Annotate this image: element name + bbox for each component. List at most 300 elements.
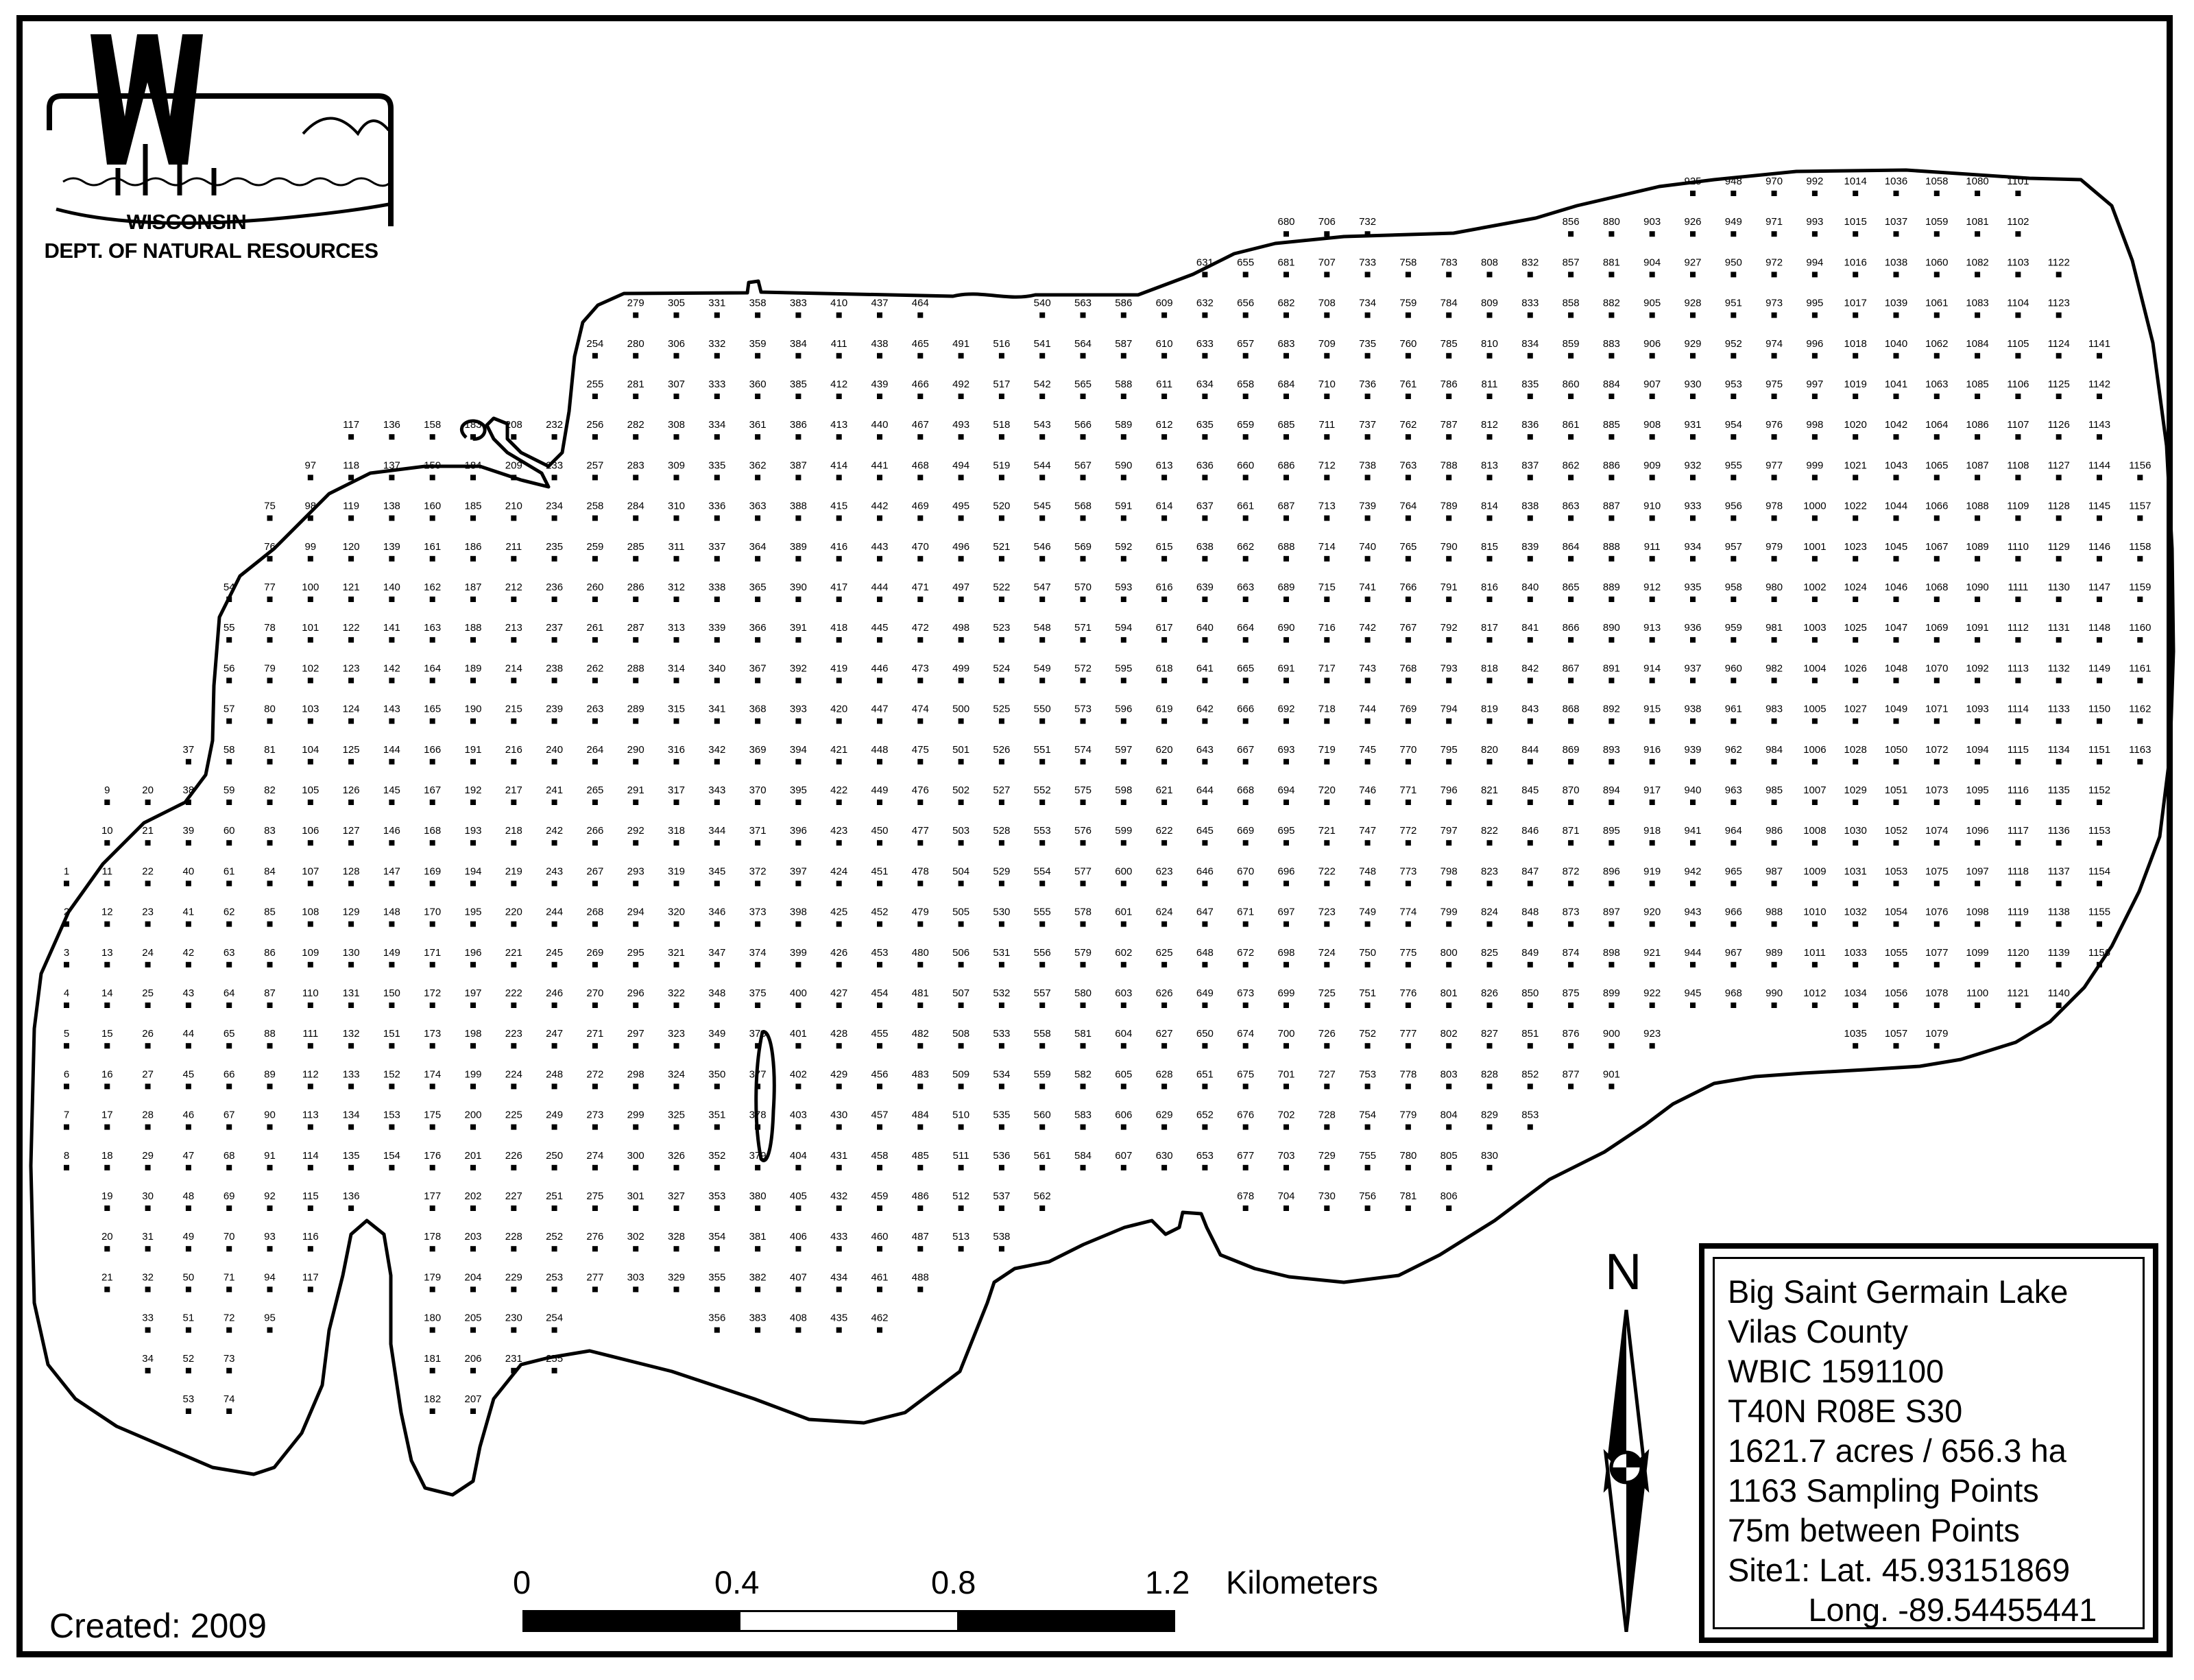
sampling-point-label: 411	[830, 337, 847, 350]
sampling-point-marker	[145, 1205, 151, 1211]
sampling-point-marker	[1853, 272, 1858, 277]
sampling-point-marker	[1487, 434, 1493, 440]
sampling-point-marker	[2097, 962, 2102, 968]
sampling-point-label: 1091	[1966, 622, 1989, 634]
sampling-point-label: 646	[1196, 865, 1214, 878]
sampling-point-marker	[1243, 434, 1249, 440]
sampling-point-label: 975	[1765, 379, 1783, 390]
sampling-point-label: 410	[830, 297, 848, 309]
sampling-point-label: 1056	[1884, 987, 1908, 999]
sampling-point-label: 605	[1115, 1068, 1133, 1081]
sampling-point-label: 676	[1237, 1109, 1255, 1121]
sampling-point-label: 987	[1765, 865, 1783, 878]
sampling-point-marker	[1406, 1165, 1411, 1171]
sampling-point-marker	[1202, 556, 1207, 562]
sampling-point-marker	[1324, 394, 1329, 399]
sampling-point-label: 1065	[1925, 459, 1949, 472]
sampling-point-label: 611	[1156, 379, 1173, 390]
sampling-point-marker	[1934, 962, 1940, 968]
sampling-point-label: 784	[1440, 297, 1458, 309]
sampling-point-label: 940	[1684, 784, 1702, 796]
sampling-point-label: 7	[63, 1109, 70, 1121]
sampling-point-label: 867	[1562, 662, 1580, 675]
sampling-point-label: 1021	[1844, 459, 1867, 472]
sampling-point-label: 1028	[1844, 743, 1867, 756]
sampling-point-label: 575	[1074, 784, 1092, 796]
sampling-point-label: 603	[1115, 987, 1133, 999]
sampling-point-label: 413	[830, 419, 848, 431]
sampling-point-marker	[1487, 719, 1493, 724]
sampling-point-marker	[755, 394, 760, 399]
sampling-point-label: 860	[1562, 379, 1580, 390]
sampling-point-marker	[1406, 1083, 1411, 1089]
sampling-point-label: 866	[1562, 622, 1580, 634]
sampling-point-label: 283	[627, 459, 644, 472]
sampling-point-label: 693	[1277, 743, 1295, 756]
sampling-point-label: 450	[871, 825, 889, 837]
sampling-point-marker	[1650, 1003, 1655, 1008]
sampling-point-label: 380	[749, 1190, 767, 1202]
sampling-point-label: 479	[911, 906, 929, 918]
sampling-point-marker	[1039, 880, 1045, 886]
sampling-point-marker	[959, 840, 964, 845]
sampling-point-marker	[2097, 556, 2102, 562]
sampling-point-marker	[1772, 394, 1777, 399]
sampling-point-label: 333	[708, 379, 726, 390]
sampling-point-label: 1115	[2007, 743, 2029, 756]
sampling-point-marker	[1487, 1165, 1493, 1171]
sampling-point-label: 551	[1033, 743, 1051, 756]
sampling-point-label: 1137	[2047, 865, 2070, 878]
sampling-point-label: 529	[993, 865, 1011, 878]
sampling-point-label: 995	[1806, 297, 1824, 309]
sampling-point-marker	[145, 1246, 151, 1251]
sampling-point-label: 755	[1359, 1149, 1377, 1162]
sampling-point-label: 910	[1643, 500, 1661, 512]
sampling-point-label: 702	[1277, 1109, 1295, 1121]
sampling-point-marker	[795, 394, 801, 399]
sampling-point-label: 372	[749, 865, 767, 878]
sampling-point-label: 326	[667, 1149, 686, 1162]
sampling-point-label: 970	[1765, 176, 1783, 187]
sampling-point-marker	[1772, 677, 1777, 683]
sampling-point-marker	[1243, 1165, 1249, 1171]
sampling-point-marker	[959, 800, 964, 805]
sampling-point-label: 636	[1196, 459, 1214, 472]
sampling-point-marker	[959, 1083, 964, 1089]
sampling-point-marker	[999, 597, 1004, 602]
sampling-point-label: 772	[1399, 825, 1417, 837]
sampling-point-label: 927	[1684, 256, 1702, 269]
sampling-point-marker	[1568, 516, 1574, 521]
sampling-point-label: 725	[1318, 987, 1336, 999]
sampling-point-label: 524	[993, 662, 1011, 675]
sampling-point-marker	[1324, 1165, 1329, 1171]
sampling-point-label: 242	[546, 825, 564, 837]
sampling-point-marker	[877, 1083, 882, 1089]
sampling-point-label: 778	[1399, 1068, 1417, 1081]
sampling-point-marker	[389, 719, 394, 724]
sampling-point-label: 1042	[1884, 419, 1908, 431]
sampling-point-marker	[1812, 272, 1818, 277]
sampling-point-label: 814	[1480, 500, 1499, 512]
sampling-point-label: 6	[63, 1068, 70, 1081]
sampling-point-marker	[1975, 597, 1980, 602]
sampling-point-marker	[755, 677, 760, 683]
sampling-point-marker	[1975, 1003, 1980, 1008]
sampling-point-label: 42	[182, 946, 195, 959]
sampling-point-marker	[1406, 597, 1411, 602]
sampling-point-label: 221	[505, 946, 522, 959]
sampling-point-marker	[2015, 1003, 2021, 1008]
sampling-point-label: 881	[1602, 256, 1620, 269]
sampling-point-marker	[348, 1003, 354, 1008]
sampling-point-label: 215	[505, 703, 522, 715]
sampling-point-label: 95	[264, 1312, 276, 1324]
sampling-point-marker	[917, 434, 923, 440]
sampling-point-label: 815	[1480, 540, 1499, 553]
sampling-point-label: 127	[342, 825, 360, 837]
sampling-point-label: 400	[789, 987, 807, 999]
sampling-point-marker	[1690, 556, 1696, 562]
sampling-point-label: 1062	[1925, 337, 1949, 350]
sampling-point-label: 760	[1399, 337, 1417, 350]
sampling-point-label: 312	[667, 581, 686, 593]
sampling-point-label: 556	[1033, 946, 1051, 959]
sampling-point-label: 888	[1602, 540, 1620, 553]
sampling-point-marker	[1446, 840, 1451, 845]
sampling-point-label: 111	[302, 1028, 319, 1040]
sampling-point-marker	[1365, 1003, 1371, 1008]
sampling-point-marker	[795, 434, 801, 440]
sampling-point-label: 499	[952, 662, 970, 675]
sampling-point-marker	[1568, 759, 1574, 765]
sampling-point-marker	[674, 1125, 679, 1130]
sampling-point-marker	[2015, 637, 2021, 643]
sampling-point-label: 393	[789, 703, 807, 715]
sampling-point-marker	[795, 313, 801, 318]
sampling-point-label: 456	[871, 1068, 889, 1081]
sampling-point-label: 750	[1359, 946, 1377, 959]
sampling-point-marker	[186, 880, 191, 886]
sampling-point-label: 115	[302, 1190, 319, 1202]
sampling-point-label: 191	[464, 743, 482, 756]
sampling-point-label: 660	[1237, 459, 1255, 472]
sampling-point-label: 79	[264, 662, 276, 675]
sampling-point-marker	[430, 1368, 435, 1373]
sampling-point-label: 338	[708, 581, 726, 593]
info-longitude: Long. -89.54455441	[1728, 1592, 2097, 1628]
sampling-point-label: 352	[708, 1149, 726, 1162]
sampling-point-label: 1161	[2129, 662, 2151, 675]
sampling-point-marker	[999, 880, 1004, 886]
sampling-point-label: 665	[1237, 662, 1255, 675]
sampling-point-marker	[1608, 394, 1614, 399]
logo-line-2: DEPT. OF NATURAL RESOURCES	[44, 239, 378, 263]
sampling-point-marker	[1081, 556, 1086, 562]
sampling-point-marker	[1161, 1003, 1167, 1008]
sampling-point-marker	[1690, 677, 1696, 683]
sampling-point-marker	[1894, 231, 1899, 237]
sampling-point-label: 166	[424, 743, 442, 756]
sampling-point-marker	[1731, 394, 1736, 399]
sampling-point-marker	[1283, 840, 1289, 845]
sampling-point-label: 643	[1196, 743, 1214, 756]
sampling-point-label: 588	[1115, 379, 1133, 390]
sampling-point-marker	[1528, 1043, 1533, 1048]
sampling-point-label: 959	[1724, 622, 1742, 634]
sampling-point-label: 596	[1115, 703, 1133, 715]
sampling-point-marker	[267, 637, 273, 643]
sampling-point-label: 537	[993, 1190, 1011, 1202]
sampling-point-marker	[64, 880, 69, 886]
sampling-point-label: 121	[342, 581, 360, 593]
sampling-point-marker	[999, 556, 1004, 562]
sampling-point-label: 212	[505, 581, 522, 593]
sampling-point-marker	[1161, 880, 1167, 886]
sampling-point-marker	[1202, 1083, 1207, 1089]
sampling-point-marker	[674, 840, 679, 845]
sampling-point-label: 572	[1074, 662, 1092, 675]
sampling-point-marker	[308, 840, 313, 845]
sampling-point-label: 1103	[2007, 256, 2029, 269]
sampling-point-marker	[145, 1083, 151, 1089]
sampling-point-label: 170	[424, 906, 442, 918]
sampling-point-label: 86	[264, 946, 276, 959]
sampling-point-marker	[1650, 759, 1655, 765]
sampling-point-marker	[1365, 475, 1371, 480]
sampling-point-label: 485	[911, 1149, 929, 1162]
sampling-point-marker	[186, 800, 191, 805]
sampling-point-marker	[1406, 516, 1411, 521]
sampling-point-marker	[1894, 597, 1899, 602]
sampling-point-marker	[1650, 597, 1655, 602]
sampling-point-marker	[1365, 231, 1371, 237]
sampling-point-label: 360	[749, 379, 767, 390]
sampling-point-marker	[267, 516, 273, 521]
sampling-point-marker	[308, 597, 313, 602]
sampling-point-label: 708	[1318, 297, 1336, 309]
sampling-point-marker	[2056, 719, 2062, 724]
sampling-point-marker	[1446, 475, 1451, 480]
sampling-point-marker	[267, 1043, 273, 1048]
sampling-point-marker	[1894, 719, 1899, 724]
sampling-point-marker	[1161, 475, 1167, 480]
sampling-point-marker	[1894, 394, 1899, 399]
sampling-point-marker	[917, 1286, 923, 1292]
sampling-point-marker	[1161, 556, 1167, 562]
sampling-point-label: 49	[182, 1231, 195, 1243]
scale-bar	[522, 1610, 1175, 1632]
sampling-point-label: 1155	[2088, 906, 2111, 918]
sampling-point-marker	[674, 1043, 679, 1048]
sampling-point-marker	[1894, 962, 1899, 968]
sampling-point-label: 163	[424, 622, 442, 634]
sampling-point-marker	[1934, 556, 1940, 562]
sampling-point-label: 94	[264, 1271, 276, 1284]
sampling-point-marker	[1894, 516, 1899, 521]
sampling-point-label: 502	[952, 784, 970, 796]
sampling-point-label: 225	[505, 1109, 522, 1121]
sampling-point-marker	[1406, 637, 1411, 643]
sampling-point-label: 909	[1643, 459, 1661, 472]
sampling-point-label: 951	[1724, 297, 1742, 309]
sampling-point-label: 1049	[1884, 703, 1908, 715]
sampling-point-label: 365	[749, 581, 767, 593]
sampling-point-marker	[1406, 556, 1411, 562]
sampling-point-label: 150	[383, 987, 400, 999]
sampling-point-label: 458	[871, 1149, 889, 1162]
sampling-point-marker	[755, 1125, 760, 1130]
sampling-point-label: 1118	[2007, 865, 2029, 878]
sampling-point-marker	[1081, 597, 1086, 602]
sampling-point-label: 958	[1724, 581, 1742, 593]
sampling-point-marker	[674, 719, 679, 724]
sampling-point-marker	[552, 759, 557, 765]
sampling-point-marker	[2015, 800, 2021, 805]
sampling-point-label: 747	[1359, 825, 1377, 837]
sampling-point-label: 401	[789, 1028, 807, 1040]
sampling-point-marker	[795, 1246, 801, 1251]
sampling-point-label: 501	[952, 743, 970, 756]
sampling-point-label: 664	[1237, 622, 1255, 634]
sampling-point-label: 226	[505, 1149, 522, 1162]
sampling-point-label: 884	[1602, 379, 1620, 390]
sampling-point-marker	[1975, 516, 1980, 521]
sampling-point-label: 449	[871, 784, 889, 796]
sampling-point-marker	[186, 1165, 191, 1171]
sampling-point-marker	[186, 1205, 191, 1211]
sampling-point-marker	[267, 1083, 273, 1089]
sampling-point-label: 1134	[2047, 743, 2070, 756]
sampling-point-marker	[1853, 677, 1858, 683]
sampling-point-label: 761	[1399, 379, 1417, 390]
sampling-point-marker	[389, 1165, 394, 1171]
sampling-point-label: 271	[586, 1028, 604, 1040]
sampling-point-marker	[877, 516, 882, 521]
sampling-point-marker	[511, 475, 516, 480]
sampling-point-marker	[267, 800, 273, 805]
sampling-point-label: 178	[424, 1231, 442, 1243]
sampling-point-label: 912	[1643, 581, 1661, 593]
sampling-point-marker	[795, 1125, 801, 1130]
sampling-point-label: 1057	[1884, 1028, 1908, 1040]
sampling-point-marker	[999, 394, 1004, 399]
sampling-point-label: 880	[1602, 216, 1620, 228]
sampling-point-label: 836	[1521, 419, 1539, 431]
sampling-point-label: 1140	[2047, 987, 2070, 999]
sampling-point-label: 768	[1399, 662, 1417, 675]
sampling-point-marker	[1365, 1205, 1371, 1211]
sampling-point-label: 753	[1359, 1068, 1377, 1081]
sampling-point-label: 711	[1318, 419, 1336, 431]
sampling-point-label: 342	[708, 743, 726, 756]
sampling-point-label: 464	[911, 297, 929, 309]
sampling-point-label: 277	[586, 1271, 604, 1284]
sampling-point-label: 584	[1074, 1149, 1092, 1162]
sampling-point-label: 919	[1643, 865, 1661, 878]
sampling-point-marker	[186, 1368, 191, 1373]
sampling-point-label: 797	[1440, 825, 1458, 837]
sampling-point-marker	[186, 1125, 191, 1130]
sampling-point-label: 472	[911, 622, 929, 634]
sampling-point-label: 415	[830, 500, 848, 512]
sampling-point-marker	[1690, 1003, 1696, 1008]
sampling-point-label: 720	[1318, 784, 1336, 796]
sampling-point-label: 353	[708, 1190, 726, 1202]
sampling-point-marker	[1365, 1125, 1371, 1130]
sampling-point-marker	[1812, 231, 1818, 237]
sampling-point-label: 964	[1724, 825, 1742, 837]
sampling-point-label: 506	[952, 946, 970, 959]
sampling-point-marker	[1081, 922, 1086, 927]
sampling-point-label: 103	[302, 703, 320, 715]
sampling-point-marker	[1202, 677, 1207, 683]
sampling-point-marker	[64, 1043, 69, 1048]
sampling-point-marker	[1568, 800, 1574, 805]
sampling-point-label: 555	[1033, 906, 1051, 918]
sampling-point-label: 218	[505, 825, 522, 837]
sampling-point-label: 471	[911, 581, 929, 593]
sampling-point-label: 673	[1237, 987, 1255, 999]
sampling-point-marker	[1039, 556, 1045, 562]
sampling-point-label: 13	[101, 946, 113, 959]
sampling-point-marker	[1812, 759, 1818, 765]
sampling-point-label: 1110	[2007, 540, 2029, 553]
sampling-point-marker	[999, 759, 1004, 765]
sampling-point-label: 37	[182, 743, 195, 756]
sampling-point-label: 1018	[1844, 337, 1867, 350]
sampling-point-marker	[1081, 719, 1086, 724]
sampling-point-label: 992	[1806, 176, 1824, 187]
sampling-point-label: 680	[1277, 216, 1295, 228]
sampling-point-marker	[145, 962, 151, 968]
sampling-point-label: 961	[1724, 703, 1742, 715]
sampling-point-marker	[226, 1246, 232, 1251]
sampling-point-marker	[1283, 556, 1289, 562]
sampling-point-marker	[633, 1205, 638, 1211]
sampling-point-label: 819	[1480, 703, 1499, 715]
sampling-point-label: 568	[1074, 500, 1092, 512]
sampling-point-marker	[1283, 1165, 1289, 1171]
sampling-point-label: 794	[1440, 703, 1458, 715]
sampling-point-label: 931	[1684, 419, 1702, 431]
sampling-point-marker	[430, 1125, 435, 1130]
sampling-point-label: 56	[223, 662, 235, 675]
sampling-point-marker	[795, 962, 801, 968]
sampling-point-marker	[836, 1205, 842, 1211]
sampling-point-label: 300	[627, 1149, 644, 1162]
sampling-point-label: 346	[708, 906, 726, 918]
sampling-point-label: 597	[1115, 743, 1133, 756]
sampling-point-label: 618	[1155, 662, 1173, 675]
sampling-point-label: 227	[505, 1190, 522, 1202]
sampling-point-marker	[1081, 677, 1086, 683]
sampling-point-label: 862	[1562, 459, 1580, 472]
sampling-point-label: 1043	[1884, 459, 1908, 472]
sampling-point-marker	[2056, 516, 2062, 521]
sampling-point-marker	[1894, 677, 1899, 683]
sampling-point-label: 509	[952, 1068, 970, 1081]
sampling-point-marker	[1283, 231, 1289, 237]
sampling-point-label: 734	[1359, 297, 1377, 309]
sampling-point-label: 798	[1440, 865, 1458, 878]
sampling-point-marker	[1283, 962, 1289, 968]
sampling-point-marker	[2097, 880, 2102, 886]
sampling-point-label: 616	[1155, 581, 1173, 593]
sampling-point-marker	[755, 1328, 760, 1333]
sampling-point-label: 1068	[1925, 581, 1949, 593]
